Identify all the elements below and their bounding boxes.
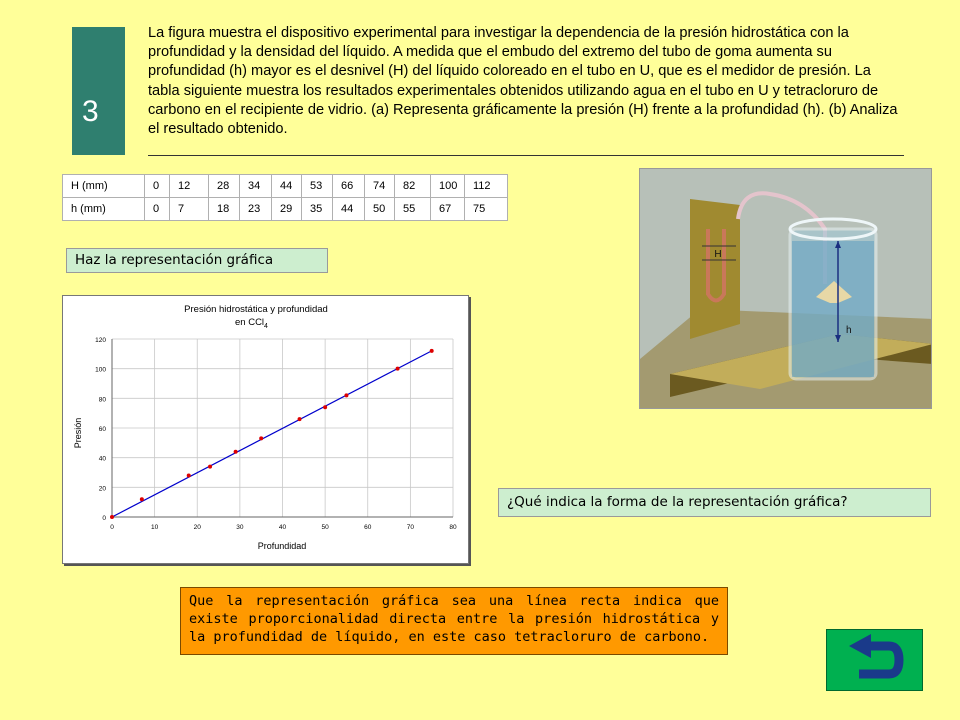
- back-button[interactable]: [826, 629, 923, 691]
- x-tick-label: 10: [151, 524, 159, 531]
- chart-title: Presión hidrostática y profundidad: [184, 304, 328, 315]
- x-tick-label: 80: [449, 524, 457, 531]
- table-cell: 112: [465, 175, 508, 198]
- data-point: [323, 405, 327, 409]
- table-cell: 44: [272, 175, 302, 198]
- data-point: [298, 417, 302, 421]
- table-cell: 55: [395, 198, 431, 221]
- y-tick-label: 80: [98, 396, 106, 404]
- data-point: [187, 473, 191, 477]
- table-cell: 53: [302, 175, 333, 198]
- table-row-h: [63, 198, 508, 221]
- data-table: [62, 174, 508, 221]
- plot-prompt-button[interactable]: Haz la representación gráfica: [66, 248, 328, 273]
- table-cell: 50: [365, 198, 395, 221]
- table-cell: 44: [333, 198, 365, 221]
- trend-line: [112, 351, 432, 517]
- table-cell: 66: [333, 175, 365, 198]
- intro-text: La figura muestra el dispositivo experimental para investigar la dependencia de la presión hidrostática con la profundidad y la densidad del líquido. A medida que el embudo del extremo del tubo de goma aumenta su profundidad (h) mayor es el desnivel (H) del líquido coloreado en el tubo en U, que es el medidor de presión. La tabla siguiente muestra los resultados experimentales obtenidos utilizando agua en el tubo en U y tetracloruro de carbono en el recipiente de vidrio. (a) Representa gráficamente la presión (H) frente a la profundidad (h). (b) Analiza el resultado obtenido.: [148, 25, 898, 138]
- data-point: [140, 497, 144, 501]
- slide-number-block: [72, 27, 125, 155]
- table-cell: 29: [272, 198, 302, 221]
- table-cell: 82: [395, 175, 431, 198]
- y-tick-label: 20: [98, 485, 106, 493]
- x-tick-label: 50: [321, 524, 329, 531]
- table-cell: 74: [365, 175, 395, 198]
- y-axis-label: Presión: [73, 417, 83, 449]
- x-tick-label: 60: [364, 524, 372, 531]
- experiment-illustration: [640, 169, 932, 409]
- table-cell: 28: [209, 175, 240, 198]
- return-arrow-icon: [827, 630, 922, 690]
- chart-svg: [63, 296, 468, 563]
- row-label-H: H (mm): [63, 175, 145, 198]
- divider-line: [148, 155, 904, 156]
- table-cell: 67: [431, 198, 465, 221]
- row-label-h: h (mm): [63, 198, 145, 221]
- label-h: h: [846, 325, 852, 336]
- chart-title-line2: [235, 317, 268, 330]
- table-cell: 35: [302, 198, 333, 221]
- y-tick-label: 40: [98, 455, 106, 463]
- manometer-board: [690, 199, 740, 339]
- table-cell: 0: [145, 175, 170, 198]
- x-tick-label: 40: [278, 524, 287, 531]
- table-cell: 0: [145, 198, 170, 221]
- y-tick-label: 60: [98, 426, 106, 433]
- table-cell: 34: [240, 175, 272, 198]
- label-H: H: [714, 249, 722, 260]
- data-point: [259, 436, 263, 440]
- table-cell: 18: [209, 198, 240, 221]
- x-tick-label: 20: [193, 524, 201, 531]
- experiment-photo: [639, 168, 932, 409]
- y-tick-label: 120: [95, 337, 106, 344]
- table-cell: 75: [465, 198, 508, 221]
- chart-title-formula: en CCl: [235, 317, 265, 328]
- data-point: [110, 515, 114, 519]
- table-row-H: [63, 175, 508, 198]
- table-cell: 100: [431, 175, 465, 198]
- data-point: [208, 465, 212, 469]
- data-point: [344, 393, 348, 397]
- data-point: [396, 367, 400, 371]
- x-tick-label: 30: [236, 524, 244, 531]
- x-axis-label: Profundidad: [257, 541, 307, 551]
- x-tick-label: 0: [110, 524, 114, 531]
- slide-number: 3: [82, 95, 99, 128]
- table-cell: 7: [170, 198, 209, 221]
- x-tick-label: 70: [406, 524, 414, 531]
- chart-marks: [110, 349, 434, 519]
- answer-text: Que la representación gráfica sea una línea recta indica que existe proporcionalidad directa entre la presión hidrostática y la profundidad de líquido, en este caso tetracloruro de carbono.: [180, 587, 728, 655]
- chart-title-subscript: 4: [264, 323, 268, 330]
- table-cell: 23: [240, 198, 272, 221]
- beaker-liquid: [792, 241, 874, 377]
- data-point: [234, 450, 238, 454]
- chart-container: [62, 295, 469, 564]
- data-point: [430, 349, 434, 353]
- y-tick-label: 100: [95, 366, 106, 374]
- table-cell: 12: [170, 175, 209, 198]
- y-tick-label: 0: [102, 515, 106, 522]
- question-button[interactable]: ¿Qué indica la forma de la representación gráfica?: [498, 488, 931, 517]
